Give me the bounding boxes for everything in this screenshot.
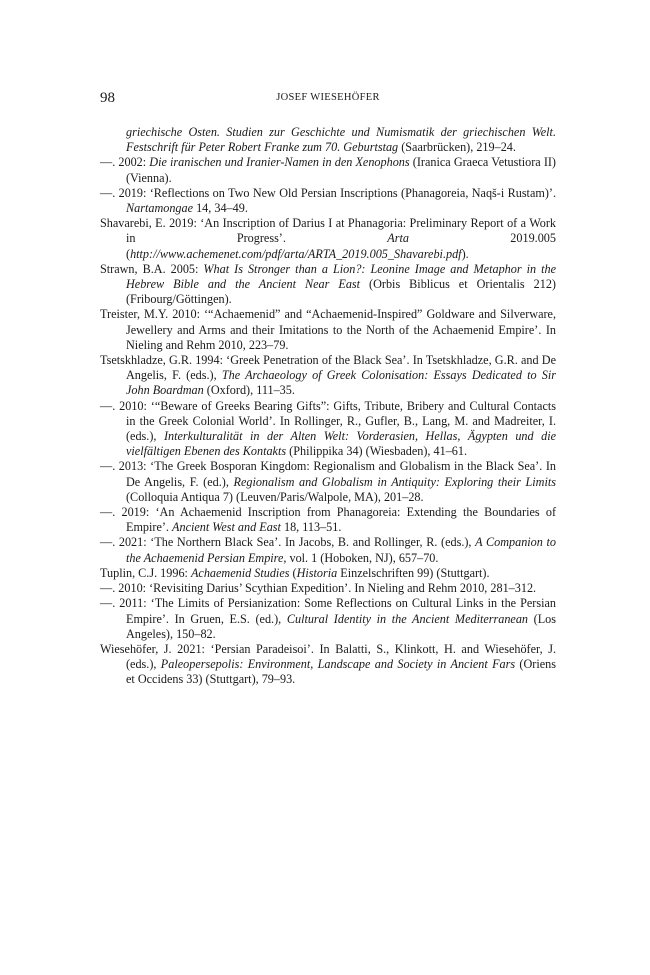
reference-text: (Orbis Biblicus et Orientalis 212) (Fribourg/Göttingen). xyxy=(126,277,556,307)
reference-text: (Oriens et Occidens 33) (Stuttgart), 79–93. xyxy=(126,657,556,687)
reference-text: Wiesehöfer, J. 2021: ‘Persian Paradeisoi’. In Balatti, S., Klinkott, H. and Wiesehöfer, J. (eds.), xyxy=(100,641,556,672)
reference-italic-text: Interkulturalität in der Alten Welt: Vorderasien, Hellas, Ägypten und die vielfältigen Ebenen des Kontakts xyxy=(126,429,556,459)
reference-entry xyxy=(100,459,556,505)
reference-italic-text: http://www.achemenet.com/pdf/arta/ARTA_2019.005_Shavarebi.pdf xyxy=(130,246,462,261)
page-header xyxy=(100,90,556,110)
reference-text: ( xyxy=(289,565,297,580)
reference-text: Shavarebi, E. 2019: ‘An Inscription of Darius I at Phanagoria: Preliminary Report of a Work in Progress’. xyxy=(100,216,556,246)
reference-italic-text: A Companion to the Achaemenid Persian Empire xyxy=(126,535,556,565)
reference-italic-text: griechische Osten. Studien zur Geschichte und Numismatik der griechischen Welt. Festschrift für Peter Robert Franke zum 70. Geburtstag xyxy=(126,125,556,155)
reference-entry xyxy=(100,566,556,581)
reference-text: —. 2013: ‘The Greek Bosporan Kingdom: Regionalism and Globalism in the Black Sea’. In De Angelis, F. (ed.), xyxy=(100,459,556,489)
reference-text: —. 2021: ‘The Northern Black Sea’. In Jacobs, B. and Rollinger, R. (eds.), xyxy=(100,535,476,550)
reference-entry xyxy=(100,353,556,399)
reference-italic-text: Ancient West and East xyxy=(172,520,281,535)
reference-entry xyxy=(100,186,556,216)
reference-entry xyxy=(100,307,556,353)
reference-text: 18, 113–51. xyxy=(280,520,342,535)
reference-text: 2019.005 ( xyxy=(126,231,556,261)
bibliography-list xyxy=(100,125,556,688)
running-head: JOSEF WIESEHÖFER xyxy=(276,92,380,103)
reference-text: —. 2019: ‘Reflections on Two New Old Persian Inscriptions (Phanagoreia, Naqš-i Rustam)’. xyxy=(100,185,556,200)
reference-italic-text: Nartamongae xyxy=(126,201,194,216)
reference-text: (Oxford), 111–35. xyxy=(203,383,295,398)
reference-text: —. 2011: ‘The Limits of Persianization: Some Reflections on Cultural Links in the Persian Empire’. In Gruen, E.S. (ed.), xyxy=(100,596,556,626)
reference-italic-text: The Archaeology of Greek Colonisation: Essays Dedicated to Sir John Boardman xyxy=(126,368,556,398)
reference-text: Strawn, B.A. 2005: xyxy=(100,261,204,276)
reference-italic-text: Achaemenid Studies xyxy=(190,565,290,580)
reference-text: —. 2010: ‘“Beware of Greeks Bearing Gifts”: Gifts, Tribute, Bribery and Cultural Contacts in the Greek Colonial World’. In Rollinger, R., Gufler, B., Lang, M. and Madreiter, I. (eds.), xyxy=(100,398,556,444)
reference-entry xyxy=(100,505,556,535)
reference-italic-text: Arta xyxy=(387,231,409,246)
reference-text: Treister, M.Y. 2010: ‘“Achaemenid” and “Achaemenid-Inspired” Goldware and Silverware, Jewellery and Arms and their Imitations to the North of the Achaemenid Empire’. In Nieling and Rehm 2010, 223–79. xyxy=(100,307,556,352)
reference-entry xyxy=(100,155,556,185)
reference-text: —. 2002: xyxy=(100,155,150,170)
reference-text: (Philippika 34) (Wiesbaden), 41–61. xyxy=(286,444,468,459)
reference-text: Tsetskhladze, G.R. 1994: ‘Greek Penetration of the Black Sea’. In Tsetskhladze, G.R. and De Angelis, F. (eds.), xyxy=(100,353,556,383)
reference-text: (Saarbrücken), 219–24. xyxy=(398,140,516,155)
reference-text: , vol. 1 (Hoboken, NJ), 657–70. xyxy=(283,550,439,565)
reference-italic-text: Die iranischen und Iranier-Namen in den Xenophons xyxy=(149,155,410,170)
reference-text: ). xyxy=(461,246,469,261)
reference-entry xyxy=(100,596,556,642)
reference-text: (Colloquia Antiqua 7) (Leuven/Paris/Walpole, MA), 201–28. xyxy=(126,489,424,504)
reference-text: (Iranica Graeca Vetustiora II) (Vienna). xyxy=(126,155,556,185)
reference-italic-text: Regionalism and Globalism in Antiquity: Exploring their Limits xyxy=(233,474,556,489)
reference-entry xyxy=(100,262,556,308)
reference-text: Tuplin, C.J. 1996: xyxy=(100,565,191,580)
page-number: 98 xyxy=(100,90,115,106)
reference-text: —. 2019: ‘An Achaemenid Inscription from Phanagoreia: Extending the Boundaries of Empire’. xyxy=(100,505,556,535)
reference-text: (Los Angeles), 150–82. xyxy=(126,611,557,641)
reference-entry xyxy=(100,535,556,565)
reference-italic-text: What Is Stronger than a Lion?: Leonine Image and Metaphor in the Hebrew Bible and the Ancient Near East xyxy=(126,261,556,292)
reference-entry xyxy=(100,216,556,262)
reference-text: Einzelschriften 99) (Stuttgart). xyxy=(337,565,490,580)
reference-italic-text: Historia xyxy=(296,565,338,580)
reference-text: 14, 34–49. xyxy=(193,201,248,216)
reference-italic-text: Cultural Identity in the Ancient Mediterranean xyxy=(286,611,529,626)
reference-entry xyxy=(100,581,556,596)
reference-entry xyxy=(100,399,556,460)
reference-entry xyxy=(100,642,556,688)
reference-text: —. 2010: ‘Revisiting Darius’ Scythian Expedition’. In Nieling and Rehm 2010, 281–312. xyxy=(100,581,537,596)
reference-italic-text: Paleopersepolis: Environment, Landscape and Society in Ancient Fars xyxy=(160,657,516,672)
reference-entry xyxy=(100,125,556,155)
